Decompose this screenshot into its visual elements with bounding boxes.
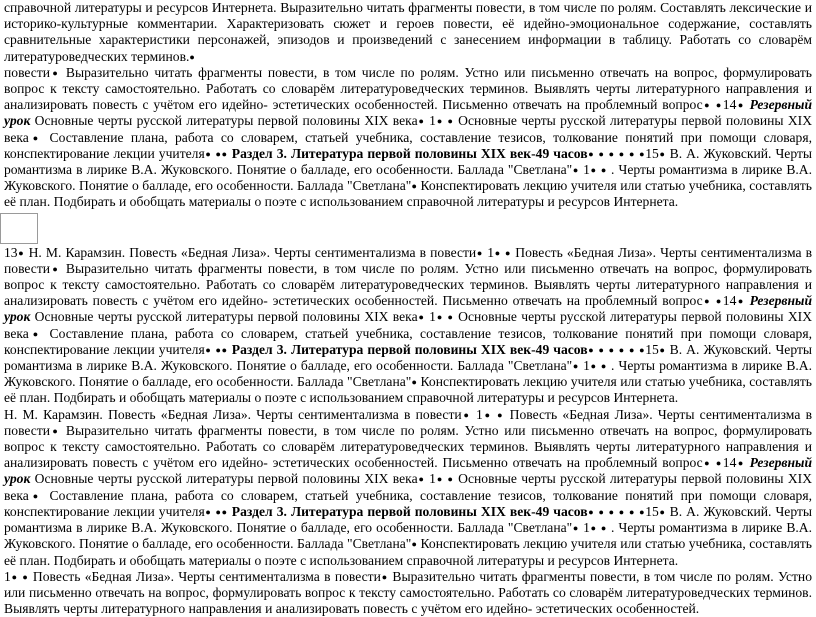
empty-frame-box [0, 213, 38, 244]
text-run: Основные черты русской литературы первой половины XIX века [30, 113, 418, 129]
text-run: Н. М. Карамзин. Повесть «Бедная Лиза». Черты сентиментализма в повести [24, 244, 477, 260]
bullet-icon: ● [50, 425, 61, 436]
bullet-icon: ● [435, 116, 444, 127]
bullet-icon: ● [189, 51, 195, 62]
bullet-icon: ● [589, 361, 597, 372]
text-run: Составление плана, работа со словарем, статьей учебника, составление тезисов, толкование понятий при помощи словаря, конспектирование лекции учителя [4, 129, 812, 161]
text-run: 1 [483, 244, 494, 260]
bullet-icon: ● [10, 571, 19, 582]
text-run: 1 [424, 113, 436, 129]
text-run: Составление плана, работа со словарем, статьей учебника, составление тезисов, толкование понятий при помощи словаря, конспектирование лекции учителя [4, 487, 812, 519]
bullet-icon: ● [204, 506, 212, 517]
text-run: Выразительно читать фрагменты повести, в том числе по ролям. Устно или письменно отвечать на вопрос, формулировать вопрос к тексту самостоятельно. Работать со словарём литературоведческих терминов. Выявлять черты литературного направления и анализировать повесть с учётом его идейно- эстетических особенностей. Письменно отвечать на проблемный вопрос [4, 64, 813, 113]
text-run: 1 [424, 471, 436, 487]
page-break-separator [4, 213, 812, 243]
bullet-icon: ● [494, 247, 501, 258]
bullet-icon: ● [608, 344, 615, 355]
emphasis-label: Резервный урок [4, 293, 813, 325]
text-run: 1 [579, 358, 590, 374]
bullet-icon: ● [736, 458, 745, 469]
text-paragraph [4, 65, 812, 211]
bullet-icon: ● [411, 539, 418, 550]
text-run: Основные черты русской литературы первой половины XIX века [30, 471, 418, 487]
bullet-icon: ● [587, 148, 595, 159]
bullet-icon: ● [17, 247, 25, 258]
bullet-icon: ● [587, 344, 595, 355]
text-run: Повесть «Бедная Лиза». Черты сентиментализма в повести [4, 244, 813, 276]
text-paragraph [4, 569, 812, 617]
bullet-icon: ● [411, 181, 418, 192]
text-run: Основные черты русской литературы первой половины XIX века [4, 113, 813, 145]
bullet-icon: ● [204, 148, 212, 159]
text-run: Конспектировать лекцию учителя или статью учебника, составлять её план. Подбирать и обобщать материалы о поэте с использованием справочной литературы и ресурсов Интернета. [4, 374, 812, 406]
bullet-icon: ● [658, 148, 666, 159]
text-run: 13 [4, 244, 18, 260]
text-run: Конспектировать лекцию учителя или статью учебника, составлять её план. Подбирать и обобщать материалы о поэте с использованием справочной литературы и ресурсов Интернета. [4, 178, 812, 210]
bullet-icon: ● [598, 148, 605, 159]
bullet-icon: ●● [215, 148, 228, 159]
bullet-icon: ● [715, 100, 723, 111]
bullet-icon: ● [736, 296, 745, 307]
text-run: Выразительно читать фрагменты повести, в том числе по ролям. Устно или письменно отвечать на вопрос, формулировать вопрос к тексту самостоятельно. Работать со словарём литературоведческих терминов. Выявлять черты литературного направления и анализировать повесть с учётом его идейно- эстетических особенностей. Письменно отвечать на проблемный вопрос [4, 422, 813, 471]
text-run: Основные черты русской литературы первой половины XIX века [4, 309, 813, 341]
section-heading: Раздел 3. Литература первой половины XIX век-49 часов [231, 145, 588, 161]
bullet-icon: ● [618, 148, 625, 159]
bullet-icon: ● [476, 247, 484, 258]
text-run: . Черты романтизма в лирике В.А. Жуковского. Понятие о балладе, его особенности. Баллада "Светлана" [4, 162, 813, 194]
bullet-icon: ●● [215, 506, 228, 517]
bullet-icon: ● [572, 165, 580, 176]
bullet-icon: ● [28, 328, 43, 339]
bullet-icon: ● [447, 474, 454, 485]
bullet-icon: ● [702, 100, 712, 111]
bullet-icon: ● [28, 132, 43, 143]
emphasis-label: Резервный урок [4, 97, 813, 129]
bullet-icon: ● [380, 571, 389, 582]
text-run: Повесть «Бедная Лиза». Черты сентиментализма в повести [28, 568, 381, 584]
bullet-icon: ● [505, 247, 512, 258]
bullet-icon: ● [658, 506, 666, 517]
text-paragraph [4, 407, 812, 569]
bullet-icon: ● [639, 506, 646, 517]
text-run: 15 [645, 145, 659, 161]
section-heading: Раздел 3. Литература первой половины XIX век-49 часов [231, 503, 588, 519]
bullet-icon: ● [435, 474, 444, 485]
text-run: 14 [722, 293, 737, 309]
bullet-icon: ● [736, 100, 745, 111]
bullet-icon: ● [589, 523, 597, 534]
text-run: 14 [722, 455, 737, 471]
text-run: 1 [4, 568, 11, 584]
bullet-icon: ● [589, 165, 597, 176]
bullet-icon: ● [50, 67, 61, 78]
emphasis-label: Резервный урок [4, 455, 813, 487]
text-run: 1 [424, 309, 436, 325]
text-run: 14 [722, 97, 737, 113]
text-run: В. А. Жуковский. Черты романтизма в лирике В.А. Жуковского. Понятие о балладе, его особенности. Баллада "Светлана" [4, 341, 813, 374]
bullet-icon: ● [628, 506, 636, 517]
text-run: Конспектировать лекцию учителя или статью учебника, составлять её план. Подбирать и обобщать материалы о поэте с использованием справочной литературы и ресурсов Интернета. [4, 536, 812, 568]
bullet-icon: ● [22, 571, 29, 582]
bullet-icon: ● [658, 344, 666, 355]
bullet-icon: ● [411, 377, 418, 388]
bullet-icon: ● [447, 312, 454, 323]
bullet-icon: ● [482, 409, 492, 420]
section-heading: Раздел 3. Литература первой половины XIX век-49 часов [231, 341, 588, 357]
bullet-icon: ● [600, 165, 607, 176]
bullet-icon: ● [461, 409, 471, 420]
bullet-icon: ● [28, 490, 43, 501]
bullet-icon: ● [598, 344, 605, 355]
text-run: . Черты романтизма в лирике В.А. Жуковского. Понятие о балладе, его особенности. Баллада "Светлана" [4, 358, 813, 390]
bullet-icon: ● [417, 474, 425, 485]
text-run: 15 [645, 503, 659, 519]
bullet-icon: ● [204, 344, 212, 355]
bullet-icon: ● [639, 344, 646, 355]
bullet-icon: ● [715, 458, 723, 469]
bullet-icon: ● [417, 116, 425, 127]
text-run: 15 [645, 341, 659, 357]
bullet-icon: ● [572, 523, 580, 534]
bullet-icon: ● [628, 344, 636, 355]
text-run: Основные черты русской литературы первой половины XIX века [4, 471, 813, 503]
bullet-icon: ● [715, 296, 723, 307]
text-run: повести [4, 64, 51, 80]
text-run: 1 [470, 406, 483, 422]
bullet-icon: ● [587, 506, 595, 517]
text-run: Выразительно читать фрагменты повести, в том числе по ролям. Устно или письменно отвечать на вопрос, формулировать вопрос к тексту самостоятельно. Работать со словарём литературоведческих терминов. Выявлять черты литературного направления и анализировать повесть с учётом его идейно- эстетических особенностей. Письменно отвечать на проблемный вопрос [4, 260, 813, 309]
bullet-icon: ● [628, 148, 636, 159]
text-run: В. А. Жуковский. Черты романтизма в лирике В.А. Жуковского. Понятие о балладе, его особенности. Баллада "Светлана" [4, 503, 813, 536]
bullet-icon: ● [417, 312, 425, 323]
bullet-icon: ● [702, 458, 712, 469]
text-run: Основные черты русской литературы первой половины XIX века [30, 309, 418, 325]
text-run: справочной литературы и ресурсов Интернета. Выразительно читать фрагменты повести, в том числе по ролям. Составлять лексические и историко-культурные комментарии. Характеризовать сюжет и героев повести, её идейно-эмоциональное содержание, составлять сравнительные характеристики персонажей, эпизодов и произведений с занесением информации в таблицу. Работать со словарём литературоведческих терминов. [4, 0, 812, 64]
text-paragraph [4, 245, 812, 407]
bullet-icon: ● [608, 148, 615, 159]
bullet-icon: ● [50, 263, 61, 274]
document-body [4, 0, 812, 617]
bullet-icon: ● [447, 116, 454, 127]
bullet-icon: ● [618, 506, 625, 517]
text-run: В. А. Жуковский. Черты романтизма в лирике В.А. Жуковского. Понятие о балладе, его особенности. Баллада "Светлана" [4, 145, 813, 178]
text-run: 1 [579, 520, 590, 536]
bullet-icon: ● [600, 523, 607, 534]
text-run: Выразительно читать фрагменты повести, в том числе по ролям. Устно или письменно отвечать на вопрос, формулировать вопрос к тексту самостоятельно. Работать со словарём литературоведческих терминов. Выявлять черты литературного направления и анализировать повесть с учётом его идейно- эстетических особенностей. [4, 568, 813, 617]
bullet-icon: ● [608, 506, 615, 517]
bullet-icon: ● [702, 296, 712, 307]
bullet-icon: ●● [215, 344, 228, 355]
bullet-icon: ● [572, 361, 580, 372]
text-run: Повесть «Бедная Лиза». Черты сентиментализма в повести [4, 406, 813, 438]
bullet-icon: ● [600, 361, 607, 372]
bullet-icon: ● [618, 344, 625, 355]
bullet-icon: ● [639, 148, 646, 159]
text-run: Н. М. Карамзин. Повесть «Бедная Лиза». Черты сентиментализма в повести [4, 406, 462, 422]
text-run: Составление плана, работа со словарем, статьей учебника, составление тезисов, толкование понятий при помощи словаря, конспектирование лекции учителя [4, 325, 812, 357]
text-paragraph [4, 0, 812, 65]
text-run: 1 [579, 162, 590, 178]
bullet-icon: ● [435, 312, 444, 323]
bullet-icon: ● [598, 506, 605, 517]
text-run: . Черты романтизма в лирике В.А. Жуковского. Понятие о балладе, его особенности. Баллада "Светлана" [4, 520, 813, 552]
bullet-icon: ● [497, 409, 505, 420]
